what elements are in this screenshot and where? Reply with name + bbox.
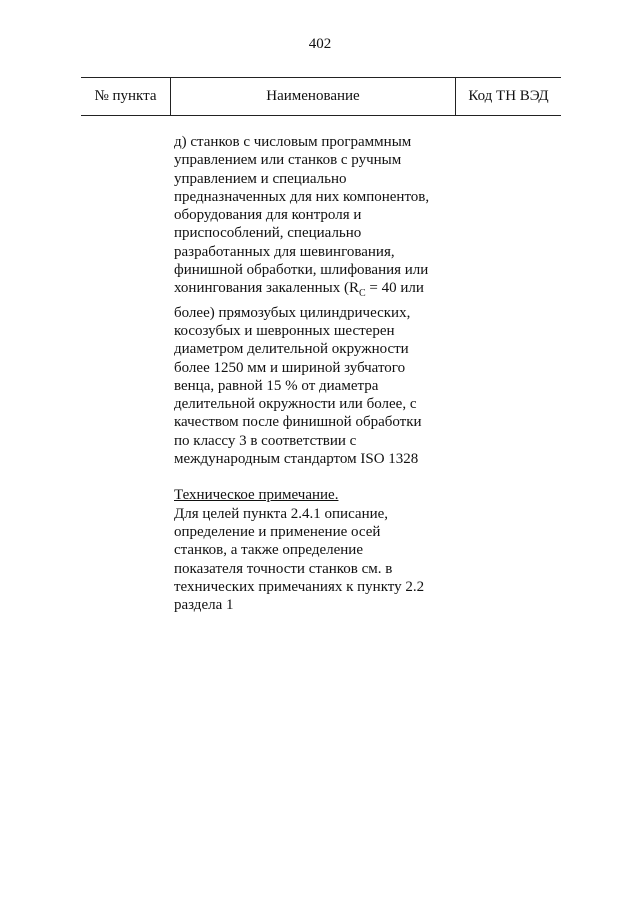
- text-line: качеством после финишной обработки: [174, 414, 422, 431]
- text-line: Для целей пункта 2.4.1 описание,: [174, 505, 389, 522]
- text-line: по классу 3 в соответствии с: [174, 432, 357, 449]
- text-line-hardness: [174, 280, 424, 300]
- text-line: более 1250 мм и шириной зубчатого: [174, 359, 406, 376]
- text-fragment: = 40 или: [365, 280, 424, 297]
- text-line: международным стандартом ISO 1328: [174, 451, 419, 468]
- text-line: финишной обработки, шлифования или: [174, 262, 429, 279]
- text-line: предназначенных для них компонентов,: [174, 188, 430, 205]
- technical-note: [174, 486, 474, 614]
- text-line: раздела 1: [174, 597, 234, 614]
- main-paragraph: [174, 133, 474, 468]
- table-header: [81, 77, 561, 116]
- text-line: определение и применение осей: [174, 523, 381, 540]
- text-line: станков, а также определение: [174, 542, 363, 559]
- text-line: приспособлений, специально: [174, 225, 362, 242]
- text-line: более) прямозубых цилиндрических,: [174, 304, 411, 321]
- text-line: д) станков с числовым программным: [174, 134, 412, 150]
- text-line: технических примечаниях к пункту 2.2: [174, 578, 425, 595]
- column-header-tn-ved-code: Код ТН ВЭД: [468, 88, 549, 104]
- column-header-item-number: № пункта: [81, 78, 171, 115]
- text-line: показателя точности станков см. в: [174, 560, 393, 577]
- page-number: 402: [308, 36, 332, 52]
- column-header-name: Наименование: [171, 78, 456, 115]
- technical-note-title: Техническое примечание.: [174, 487, 339, 504]
- text-line: диаметром делительной окружности: [174, 341, 409, 358]
- subscript-c: C: [359, 288, 366, 300]
- text-line: управлением или станков с ручным: [174, 152, 402, 169]
- text-line: делительной окружности или более, с: [174, 396, 417, 413]
- text-line: разработанных для шевингования,: [174, 243, 395, 260]
- text-line: косозубых и шевронных шестерен: [174, 322, 395, 339]
- text-fragment: хонингования закаленных (R: [174, 280, 359, 297]
- text-line: венца, равной 15 % от диаметра: [174, 377, 379, 394]
- text-line: оборудования для контроля и: [174, 207, 362, 224]
- document-body: [174, 133, 474, 614]
- text-line: управлением и специально: [174, 170, 347, 187]
